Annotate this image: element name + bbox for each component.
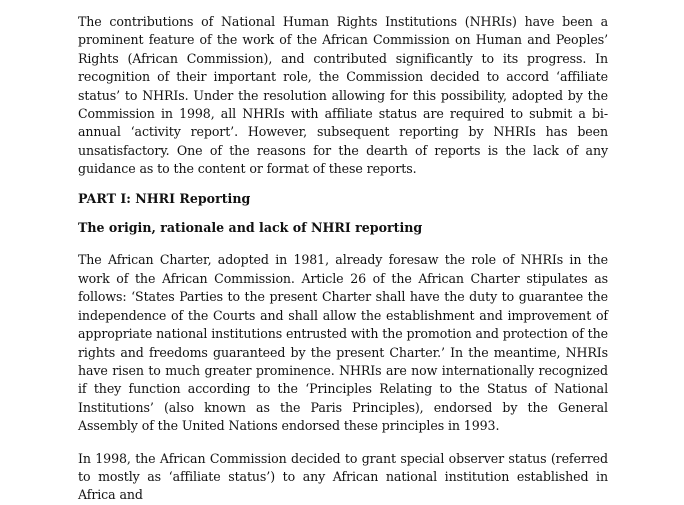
charter-paragraph: The African Charter, adopted in 1981, already foresaw the role of NHRIs in the work of the African Commission. Article 26 of the African Charter stipulates as follows: ‘States Parties to the present Charter shall have the duty to guarantee the independence of the Courts and shall allow the establishment and improvement of appropriate national institutions entrusted with the promotion and protection of the rights and freedoms guaranteed by the present Charter.’ In the meantime, NHRIs have risen to much greater prominence. NHRIs are now internationally recognized if they function according to the ‘Principles Relating to the Status of National Institutions’ (also known as the Paris Principles), endorsed by the General Assembly of the United Nations endorsed these principles in 1993. xyxy=(78,252,608,434)
document-page xyxy=(78,13,608,505)
section-heading: The origin, rationale and lack of NHRI reporting xyxy=(78,220,423,236)
intro-paragraph: The contributions of National Human Rights Institutions (NHRIs) have been a prominent feature of the work of the African Commission on Human and Peoples’ Rights (African Commission), and contributed significantly to its progress. In recognition of their important role, the Commission decided to accord ‘affiliate status’ to NHRIs. Under the resolution allowing for this possibility, adopted by the Commission in 1998, all NHRIs with affiliate status are required to submit a bi-annual ‘activity report’. However, subsequent reporting by NHRIs has been unsatisfactory. One of the reasons for the dearth of reports is the lack of any guidance as to the content or format of these reports. xyxy=(78,14,608,177)
part-heading: PART I: NHRI Reporting xyxy=(78,190,251,206)
observer-status-paragraph: In 1998, the African Commission decided to grant special observer status (referred to mostly as ‘affiliate status’) to any African national institution established in Africa and xyxy=(78,450,608,503)
